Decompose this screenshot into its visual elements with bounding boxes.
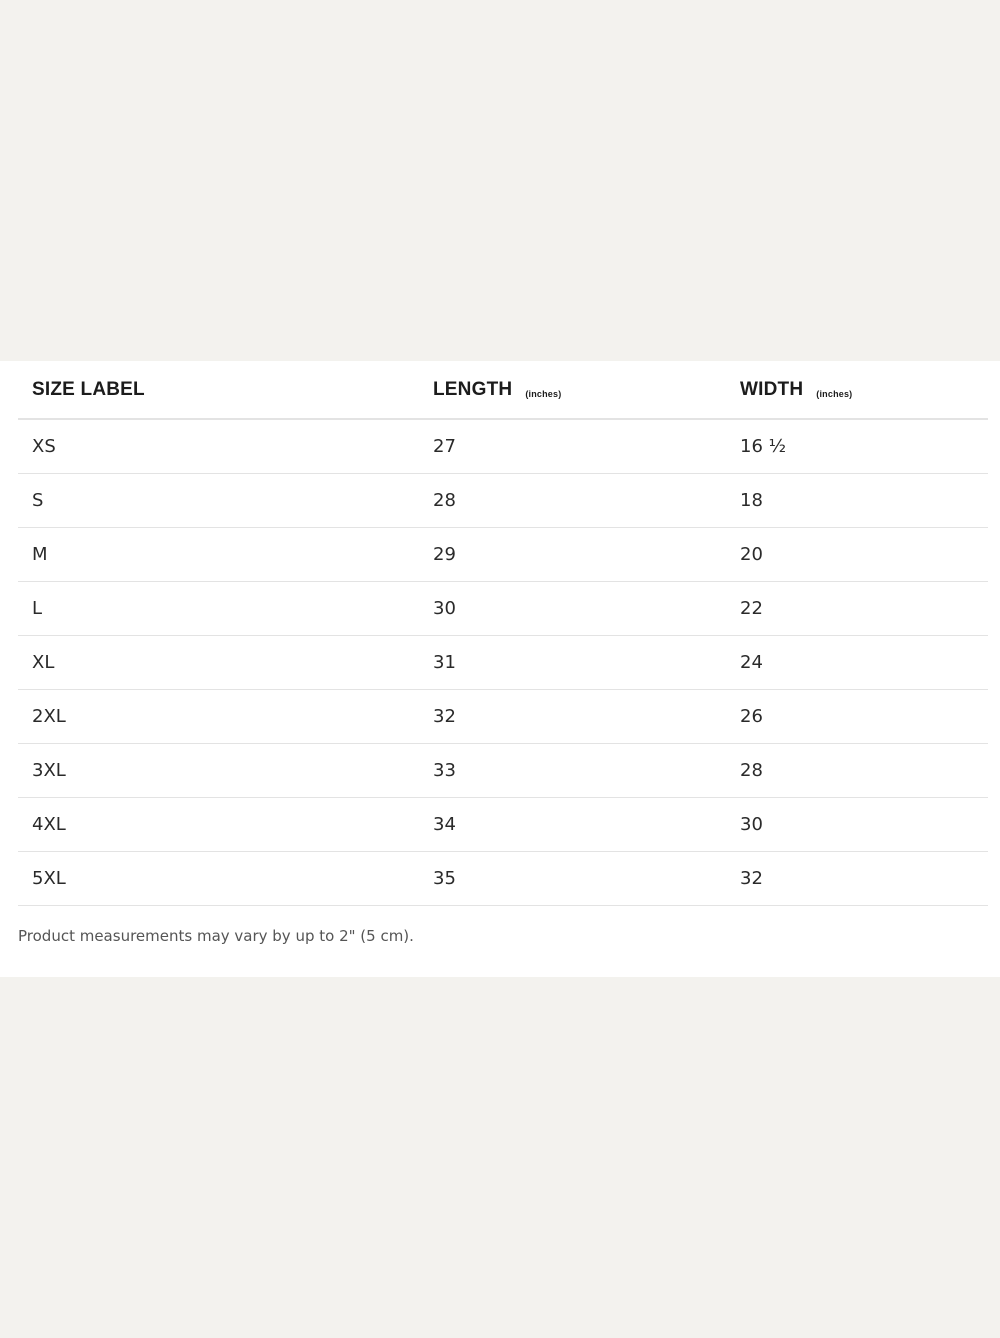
- header-length-text: LENGTH: [433, 378, 513, 400]
- width-cell: 16 ½: [740, 436, 787, 457]
- table-row: [18, 852, 988, 906]
- size-cell: XL: [32, 652, 55, 673]
- length-cell: 27: [433, 436, 456, 457]
- length-cell: 28: [433, 490, 456, 511]
- table-row: [18, 798, 988, 852]
- length-cell: 31: [433, 652, 456, 673]
- table-row: [18, 690, 988, 744]
- size-cell: 3XL: [32, 760, 66, 781]
- header-width-text: WIDTH: [740, 378, 804, 400]
- header-length: [433, 361, 561, 418]
- size-table: [18, 361, 988, 906]
- length-cell: 34: [433, 814, 456, 835]
- measurement-note: Product measurements may vary by up to 2" (5 cm).: [18, 927, 414, 945]
- size-chart-panel: [0, 361, 1000, 977]
- length-cell: 30: [433, 598, 456, 619]
- table-row: [18, 474, 988, 528]
- width-cell: 30: [740, 814, 763, 835]
- table-row: [18, 420, 988, 474]
- width-cell: 22: [740, 598, 763, 619]
- header-length-unit: (inches): [525, 388, 562, 399]
- header-size-label: [32, 361, 145, 418]
- size-cell: L: [32, 598, 43, 619]
- width-cell: 26: [740, 706, 763, 727]
- width-cell: 28: [740, 760, 763, 781]
- header-size-text: SIZE LABEL: [32, 378, 145, 400]
- size-cell: S: [32, 490, 44, 511]
- width-cell: 24: [740, 652, 763, 673]
- length-cell: 35: [433, 868, 456, 889]
- header-width-unit: (inches): [816, 388, 853, 399]
- length-cell: 33: [433, 760, 456, 781]
- width-cell: 20: [740, 544, 763, 565]
- size-cell: M: [32, 544, 48, 565]
- table-row: [18, 636, 988, 690]
- size-cell: XS: [32, 436, 56, 457]
- table-row: [18, 528, 988, 582]
- length-cell: 29: [433, 544, 456, 565]
- table-row: [18, 582, 988, 636]
- width-cell: 18: [740, 490, 763, 511]
- size-cell: 4XL: [32, 814, 66, 835]
- length-cell: 32: [433, 706, 456, 727]
- table-header-row: [18, 361, 988, 420]
- table-row: [18, 744, 988, 798]
- size-cell: 2XL: [32, 706, 66, 727]
- size-cell: 5XL: [32, 868, 66, 889]
- width-cell: 32: [740, 868, 763, 889]
- header-width: [740, 361, 852, 418]
